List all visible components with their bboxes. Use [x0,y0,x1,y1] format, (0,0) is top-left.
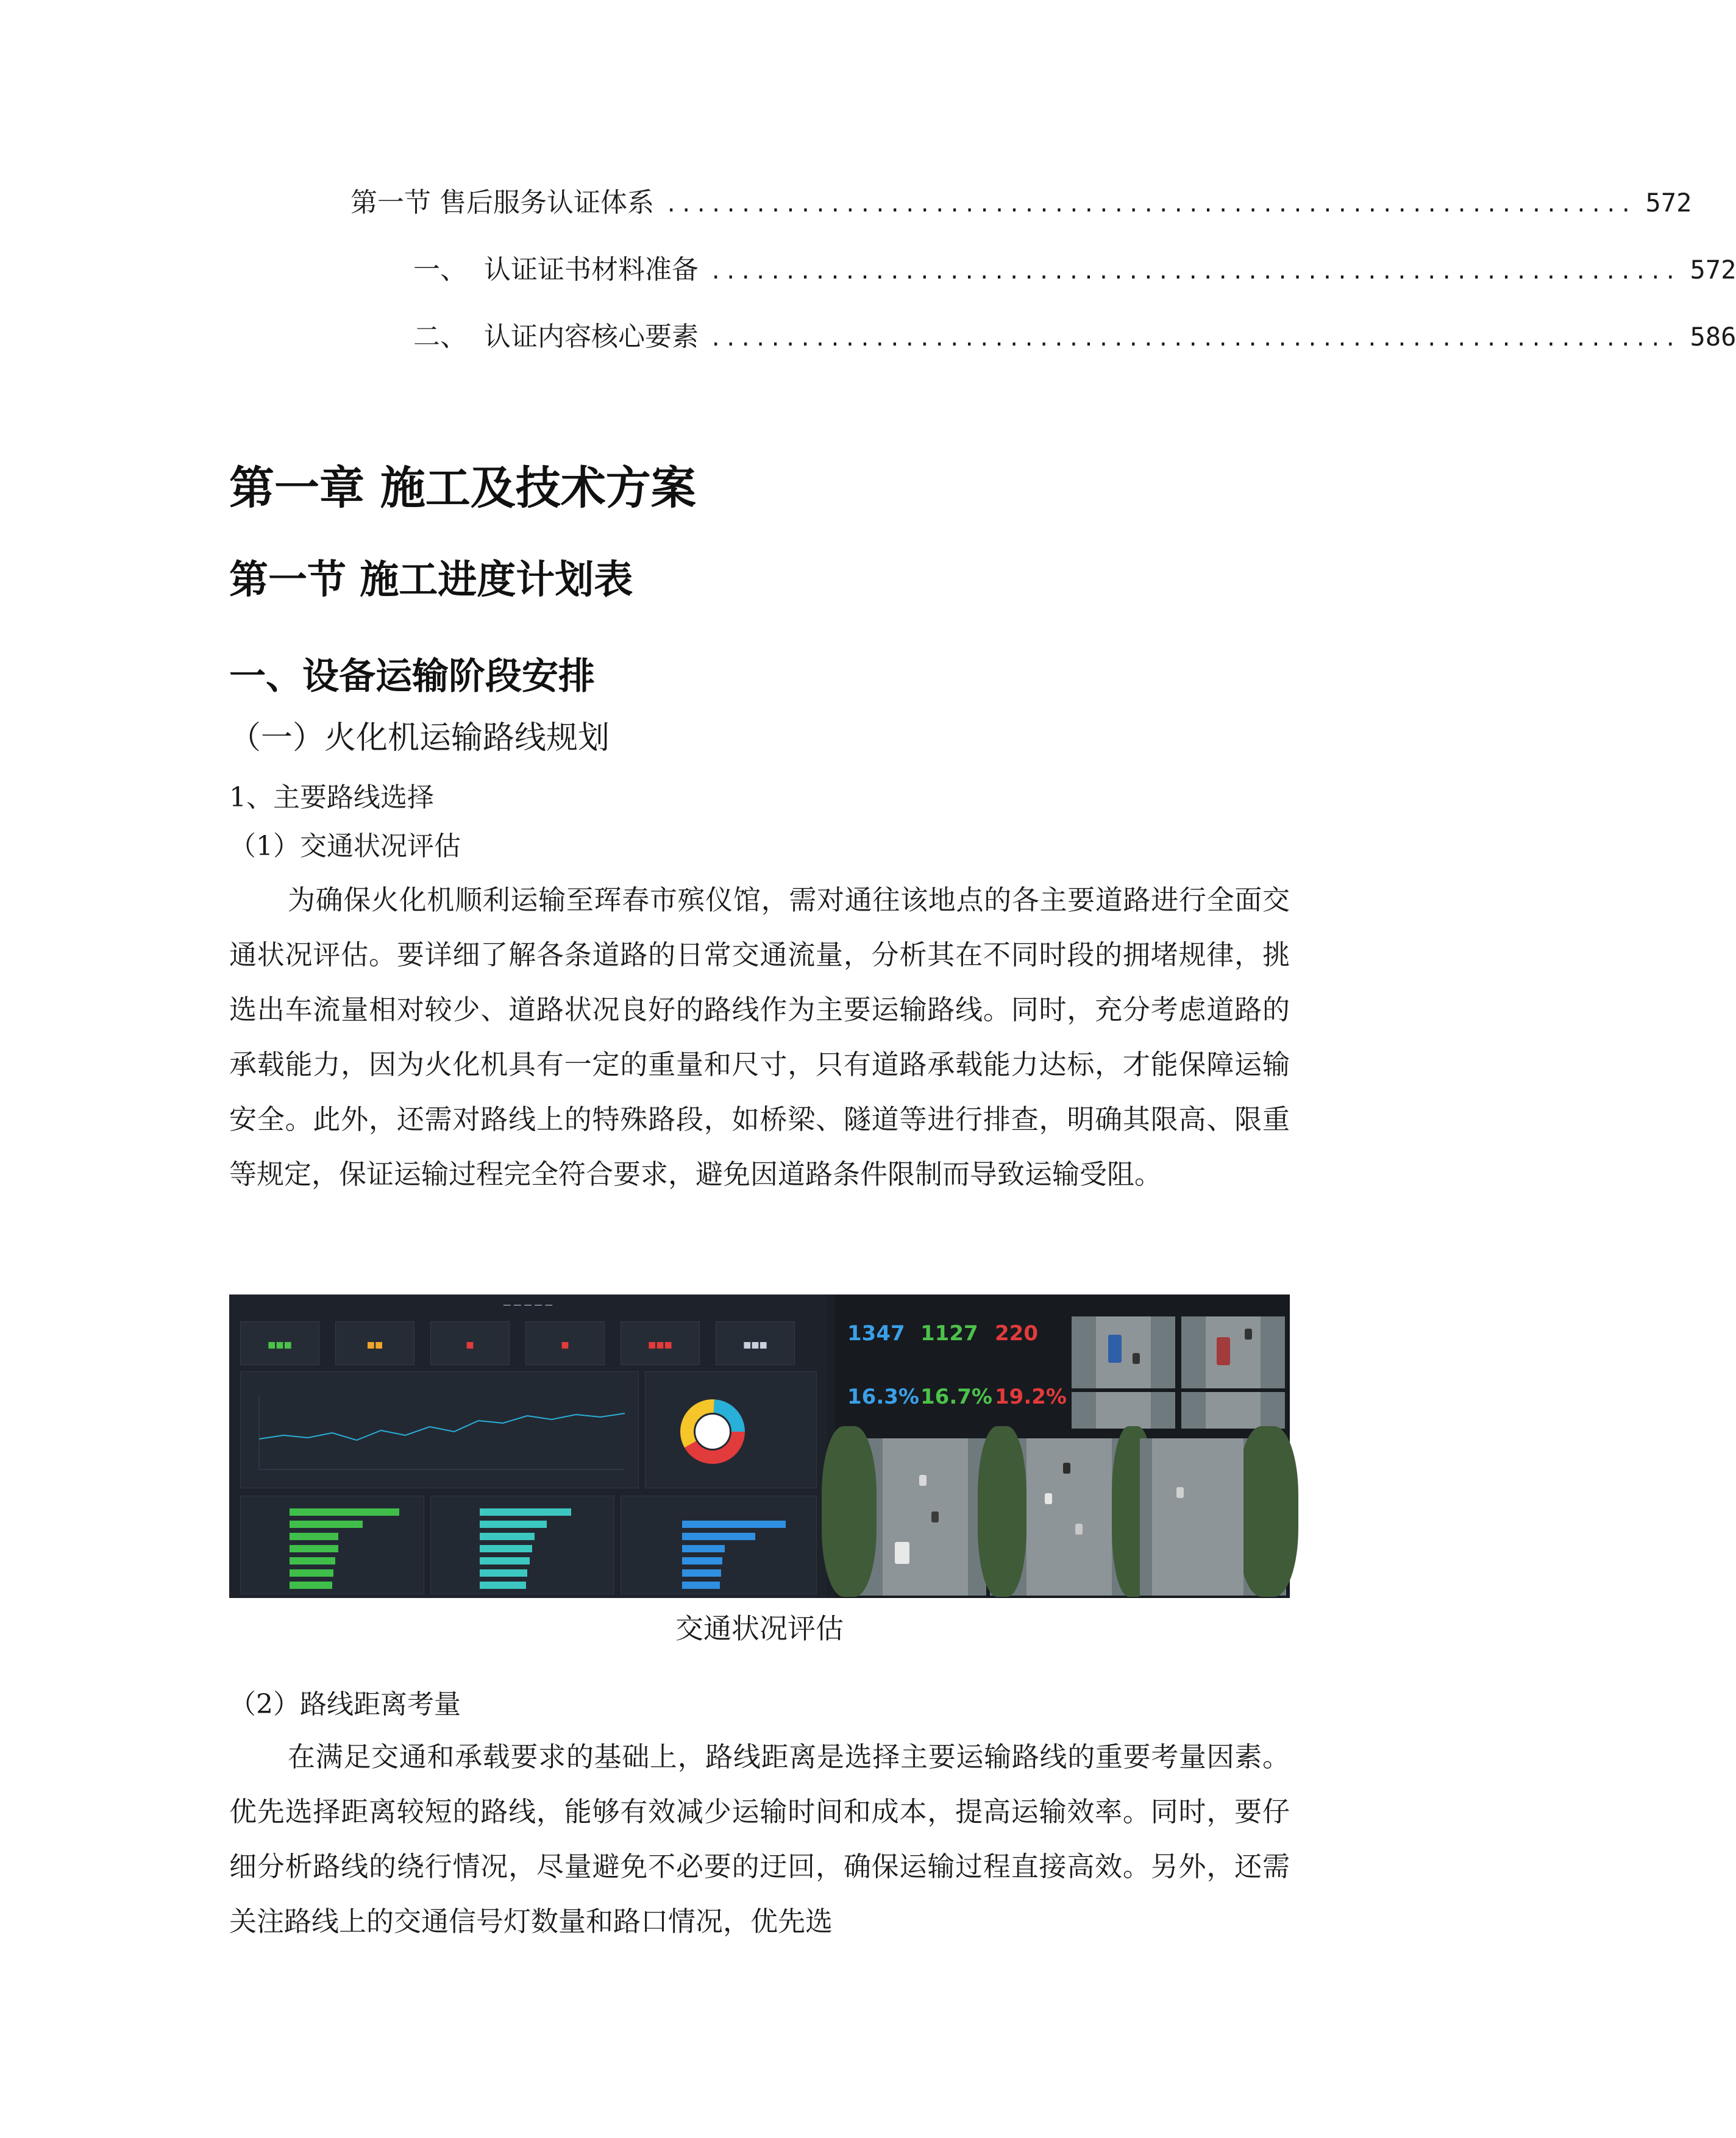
camera-view [1072,1316,1175,1388]
stat-value: 16.7% [920,1385,992,1409]
kpi-card: ■ [525,1321,605,1365]
kpi-card: ■ [430,1321,510,1365]
camera-view [990,1438,1136,1596]
toc-entry[interactable] [350,186,1692,220]
toc-label: 第一节 售后服务认证体系 [350,187,654,218]
camera-view [1072,1392,1175,1429]
toc-number: 二、 [413,321,467,352]
toc-page-number: 572 [1690,255,1736,285]
body-paragraph: 在满足交通和承载要求的基础上，路线距离是选择主要运输路线的重要考量因素。优先选择距离较短的路线，能够有效减少运输时间和成本，提高运输效率。同时，要仔细分析路线的绕行情况，尽量避免不必要的迂回，确保运输过程直接高效。另外，还需关注路线上的交通信号灯数量和路口情况，优先选 [229,1741,1290,1937]
toc-label: 认证证书材料准备 [484,254,699,285]
toc-page-number: 572 [1645,188,1692,218]
toc-entry[interactable] [413,320,1736,354]
traffic-donut-chart [646,1372,816,1488]
toc-label: 认证内容核心要素 [484,321,699,352]
toc-entry[interactable] [413,253,1736,287]
stat-value: 1127 [920,1321,978,1346]
toc-leader-dots: ................................................................. [710,260,1679,284]
kpi-card: ■■■ [716,1321,795,1365]
traffic-assessment-figure [229,1295,1290,1598]
donut-chart-panel [645,1371,817,1488]
traffic-line-chart [241,1372,638,1488]
bar-chart-panel [430,1496,614,1594]
toc-leader-dots: ................................................................. [665,193,1635,217]
subsection-heading: 一、设备运输阶段安排 [229,655,595,698]
kpi-card: ■■ [335,1321,414,1365]
stat-value: 220 [995,1321,1038,1346]
dashboard-title-decoration: — — — — — [503,1301,553,1310]
kpi-card: ■■■ [621,1321,700,1365]
camera-view [1181,1316,1285,1388]
subsection-heading-4: （1）交通状况评估 [229,831,461,862]
bar-chart-panel [621,1496,817,1594]
traffic-dashboard-image [229,1295,827,1598]
subsection-heading-5: （2）路线距离考量 [229,1689,461,1720]
subsection-heading-2: （一）火化机运输路线规划 [229,720,610,756]
subsection-heading-3: 1、主要路线选择 [229,782,434,813]
stat-value: 16.3% [847,1385,919,1409]
stat-value: 19.2% [995,1385,1067,1409]
figure-caption: 交通状况评估 [675,1612,844,1645]
bar-chart-panel [240,1496,424,1594]
section-heading: 第一节 施工进度计划表 [229,558,633,603]
chapter-heading: 第一章 施工及技术方案 [229,462,696,514]
traffic-camera-panel [835,1295,1290,1598]
body-paragraph: 为确保火化机顺利运输至珲春市殡仪馆，需对通往该地点的各主要道路进行全面交通状况评估。要详细了解各条道路的日常交通流量，分析其在不同时段的拥堵规律，挑选出车流量相对较少、道路状况良好的路线作为主要运输路线。同时，充分考虑道路的承载能力，因为火化机具有一定的重量和尺寸，只有道路承载能力达标，才能保障运输安全。此外，还需对路线上的特殊路段，如桥梁、隧道等进行排查，明确其限高、限重等规定，保证运输过程完全符合要求，避免因道路条件限制而导致运输受阻。 [229,884,1290,1190]
kpi-card: ■■■ [240,1321,319,1365]
camera-view [840,1438,986,1596]
camera-view [1181,1392,1285,1429]
toc-number: 一、 [413,254,467,285]
toc-leader-dots: ................................................................. [710,327,1679,351]
line-chart-panel [240,1371,639,1488]
toc-page-number: 586 [1690,322,1736,352]
camera-view [1140,1438,1286,1596]
stat-value: 1347 [847,1321,905,1346]
